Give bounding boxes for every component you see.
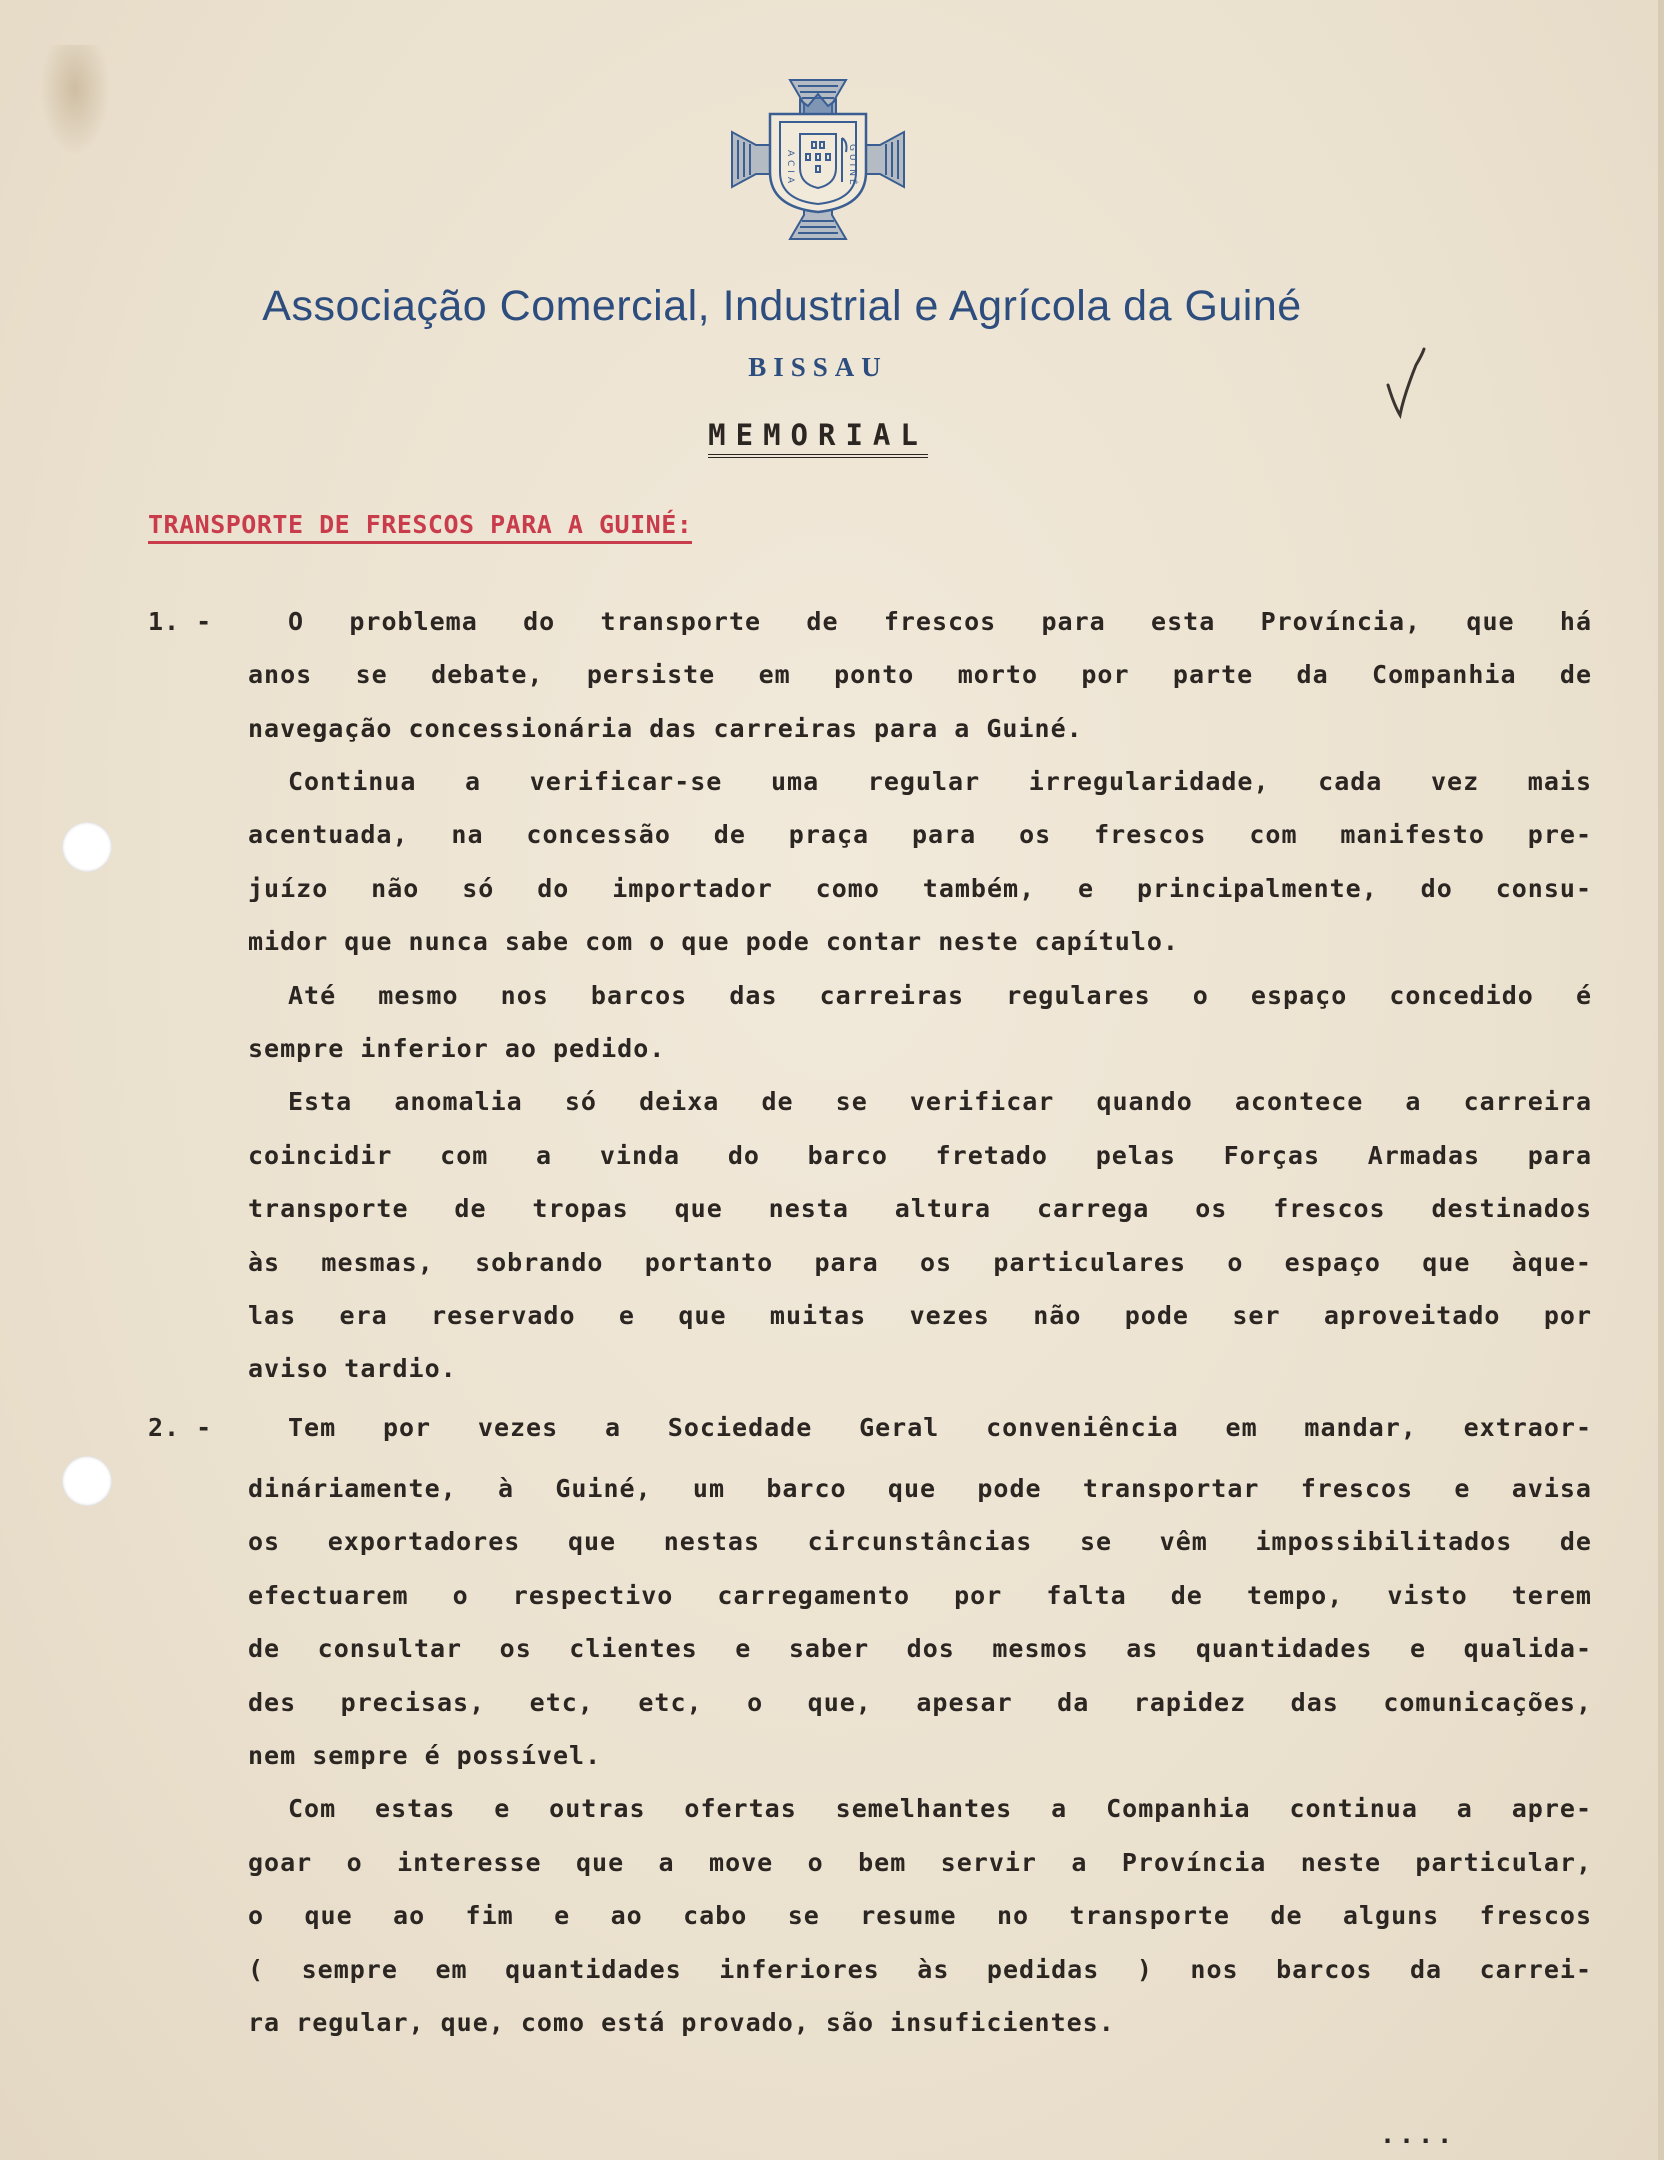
body-text-line: Com estas e outras ofertas semelhantes a Companhia continua a apre-	[288, 1794, 1592, 1823]
punch-hole-bottom	[62, 1456, 112, 1506]
body-text-line: ra regular, que, como está provado, são insuficientes.	[248, 2008, 1115, 2037]
body-text-line: transporte de tropas que nesta altura carrega os frescos destinados	[248, 1194, 1592, 1223]
seal-letters-left: ACIA	[785, 150, 795, 188]
body-text-line: os exportadores que nestas circunstâncias se vêm impossibilitados de	[248, 1527, 1592, 1556]
seal-letters-right: GUINÉ	[847, 144, 857, 188]
punch-hole-top	[62, 822, 112, 872]
body-text-line: goar o interesse que a move o bem servir a Província neste particular,	[248, 1848, 1592, 1877]
paper-stain	[40, 45, 110, 155]
handwritten-checkmark-icon	[1380, 345, 1440, 425]
body-text-line: Esta anomalia só deixa de se verificar quando acontece a carreira	[288, 1087, 1592, 1116]
body-text-line: ( sempre em quantidades inferiores às pedidas ) nos barcos da carrei-	[248, 1955, 1592, 1984]
body-text-line: navegação concessionária das carreiras para a Guiné.	[248, 714, 1083, 743]
body-text-line: às mesmas, sobrando portanto para os particulares o espaço que àque-	[248, 1248, 1592, 1277]
continuation-mark: ....	[1380, 2120, 1457, 2149]
section-heading: TRANSPORTE DE FRESCOS PARA A GUINÉ:	[148, 510, 692, 544]
body-text-line: sempre inferior ao pedido.	[248, 1034, 666, 1063]
body-text-line: las era reservado e que muitas vezes não pode ser aproveitado por	[248, 1301, 1592, 1330]
body-text-line: aviso tardio.	[248, 1354, 457, 1383]
body-text-line: des precisas, etc, etc, o que, apesar da rapidez das comunicações,	[248, 1688, 1592, 1717]
body-text-line: dináriamente, à Guiné, um barco que pode transportar frescos e avisa	[248, 1474, 1592, 1503]
body-text-line: Até mesmo nos barcos das carreiras regulares o espaço concedido é	[288, 981, 1592, 1010]
body-text-line: juízo não só do importador como também, e principalmente, do consu-	[248, 874, 1592, 903]
body-text-line: acentuada, na concessão de praça para os frescos com manifesto pre-	[248, 820, 1592, 849]
paper-edge	[1658, 0, 1664, 2160]
body-text-line: Continua a verificar-se uma regular irregularidade, cada vez mais	[288, 767, 1592, 796]
item-number: 2. -	[148, 1413, 213, 1442]
document-title: MEMORIAL	[708, 418, 928, 458]
body-text-line: coincidir com a vinda do barco fretado pelas Forças Armadas para	[248, 1141, 1592, 1170]
body-text-line: anos se debate, persiste em ponto morto por parte da Companhia de	[248, 660, 1592, 689]
body-text-line: efectuarem o respectivo carregamento por falta de tempo, visto terem	[248, 1581, 1592, 1610]
body-text-line: o que ao fim e ao cabo se resume no transporte de alguns frescos	[248, 1901, 1592, 1930]
organization-name: Associação Comercial, Industrial e Agrícola da Guiné	[262, 282, 1302, 330]
organization-city: BISSAU	[748, 352, 888, 382]
association-seal-logo	[728, 72, 908, 247]
body-text-line: Tem por vezes a Sociedade Geral conveniência em mandar, extraor-	[288, 1413, 1592, 1442]
body-text-line: nem sempre é possível.	[248, 1741, 602, 1770]
item-number: 1. -	[148, 607, 213, 636]
body-text-line: midor que nunca sabe com o que pode contar neste capítulo.	[248, 927, 1179, 956]
body-text-line: de consultar os clientes e saber dos mesmos as quantidades e qualida-	[248, 1634, 1592, 1663]
body-text-line: O problema do transporte de frescos para esta Província, que há	[288, 607, 1592, 636]
